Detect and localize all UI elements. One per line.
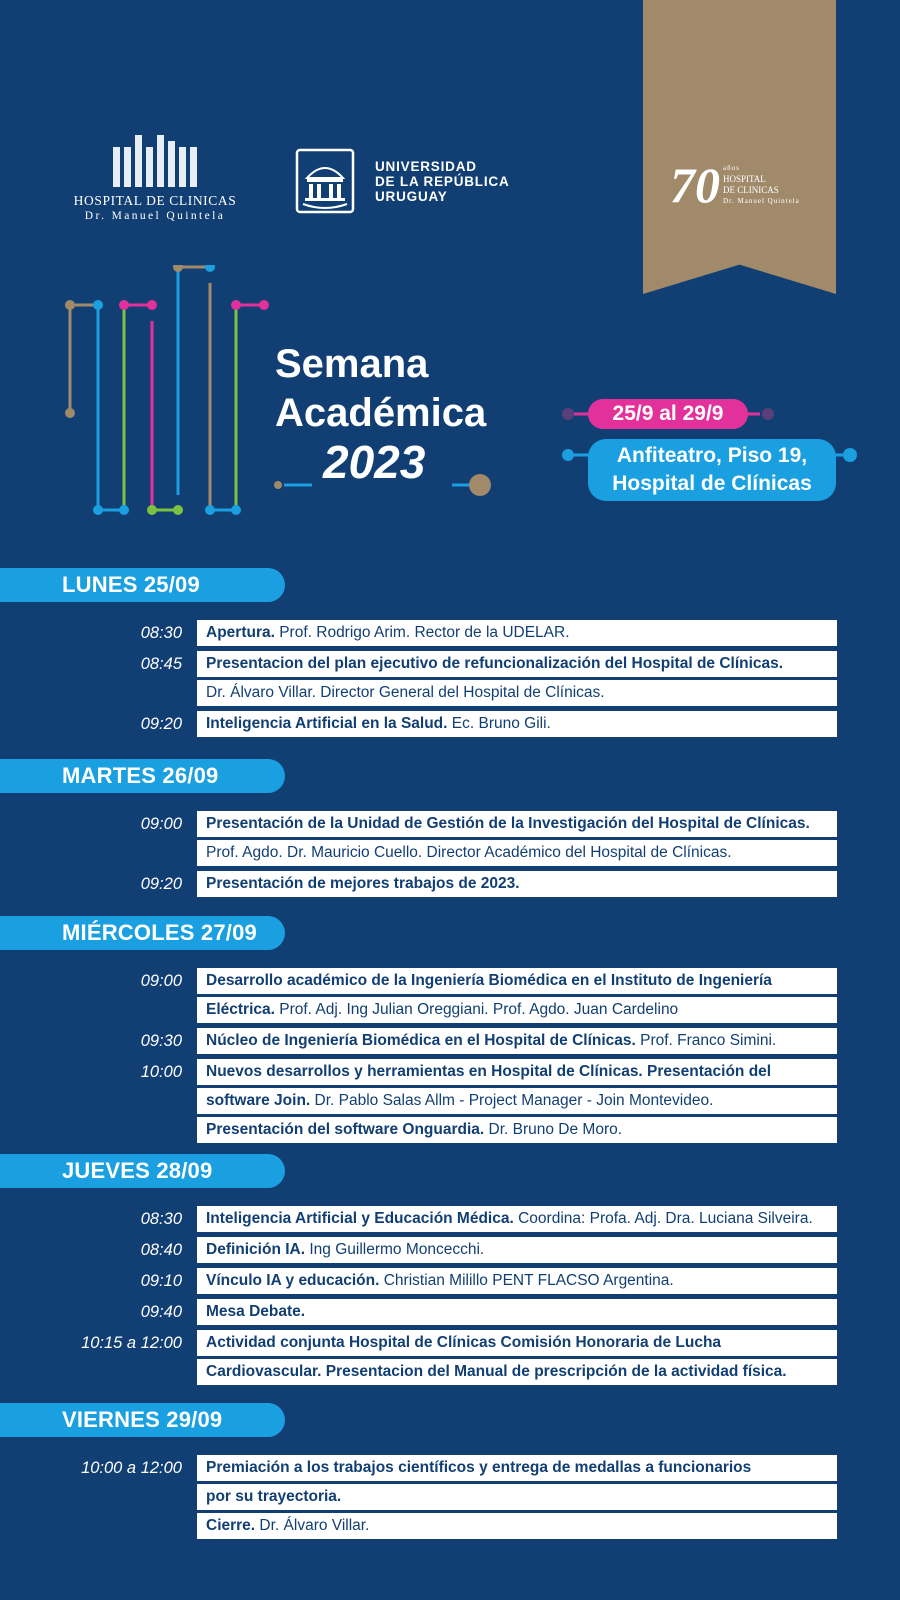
anniversary-name-2: DE CLINICAS: [723, 185, 779, 195]
entry-line: [197, 997, 837, 1023]
day-header: JUEVES 28/09: [0, 1154, 285, 1188]
event-place-line-1: Anfiteatro, Piso 19,: [616, 444, 808, 467]
entry-lines: [197, 871, 837, 900]
entry-line-text: Christian Milillo PENT FLACSO Argentina.: [379, 1272, 674, 1289]
entry-time: 08:30: [140, 624, 182, 642]
entry-line-text: Dr. Bruno De Moro.: [484, 1121, 623, 1138]
entry-lines: [197, 651, 837, 709]
entry-line-text: Prof. Agdo. Dr. Mauricio Cuello. Director Académico del Hospital de Clínicas.: [206, 844, 732, 861]
event-title: [275, 340, 486, 487]
day-header: LUNES 25/09: [0, 568, 285, 602]
university-line-1: UNIVERSIDAD: [375, 158, 477, 174]
entry-line-text: Coordina: Profa. Adj. Dra. Luciana Silveira.: [513, 1210, 813, 1227]
entry-line-text: Dr. Álvaro Villar.: [255, 1517, 370, 1534]
entry-line: [197, 1359, 837, 1385]
entry-line-bold: Inteligencia Artificial en la Salud.: [206, 715, 448, 732]
entry-line-bold: Presentación de la Unidad de Gestión de la Investigación del Hospital de Clínicas.: [206, 815, 810, 832]
entry-lines: [197, 1028, 837, 1057]
entry-time: 09:20: [140, 875, 182, 893]
university-name: [375, 159, 510, 204]
entry-lines: [197, 968, 837, 1026]
entry-line-bold: Mesa Debate.: [206, 1303, 306, 1320]
hospital-logo-sub: Dr. Manuel Quintela: [84, 210, 226, 222]
anniversary-text: [723, 163, 800, 207]
entry-line-text: Dr. Pablo Salas Allm - Project Manager - Join Montevideo.: [310, 1092, 714, 1109]
entry-line: [197, 1513, 837, 1539]
entry-line: [197, 1088, 837, 1114]
entry-line-text: Ing Guillermo Moncecchi.: [305, 1241, 485, 1258]
entry-time: 10:00: [140, 1063, 182, 1081]
entry-line: [197, 1484, 837, 1510]
entry-line-bold: Actividad conjunta Hospital de Clínicas Comisión Honoraria de Lucha: [206, 1334, 722, 1351]
entry-time: 09:30: [140, 1032, 182, 1050]
entry-time: 08:45: [140, 655, 182, 673]
entry-line-bold: Desarrollo académico de la Ingeniería Biomédica en el Instituto de Ingeniería: [206, 972, 772, 989]
entry-time: 10:15 a 12:00: [81, 1334, 182, 1352]
hospital-logo-mark: [60, 135, 250, 187]
day-header: MIÉRCOLES 27/09: [0, 916, 285, 950]
day-header: VIERNES 29/09: [0, 1403, 285, 1437]
event-title-line-1: Semana: [275, 342, 429, 386]
entry-line-bold: Presentación del software Onguardia.: [206, 1121, 485, 1138]
entry-line-text: Dr. Álvaro Villar. Director General del Hospital de Clínicas.: [206, 684, 605, 701]
entry-line: [197, 871, 837, 897]
entry-line: [197, 840, 837, 866]
entry-line-bold: Eléctrica.: [206, 1001, 275, 1018]
entry-line: [197, 1299, 837, 1325]
entry-line: [197, 651, 837, 677]
entry-lines: [197, 1237, 837, 1266]
entry-line-bold: software Join.: [206, 1092, 311, 1109]
entry-line: [197, 1028, 837, 1054]
hospital-logo: [60, 135, 250, 222]
event-title-line-2: Académica: [275, 391, 487, 435]
entry-lines: [197, 1206, 837, 1235]
entry-line: [197, 1455, 837, 1481]
entry-time: 09:40: [140, 1303, 182, 1321]
entry-line: [197, 620, 837, 646]
entry-time: 08:30: [140, 1210, 182, 1228]
entry-line-bold: Cierre.: [206, 1517, 256, 1534]
hospital-logo-name: HOSPITAL DE CLINICAS: [73, 193, 237, 208]
entry-lines: [197, 1299, 837, 1328]
entry-line: [197, 811, 837, 837]
entry-lines: [197, 1330, 837, 1388]
event-place-pill: [588, 439, 836, 501]
entry-line-bold: Apertura.: [206, 624, 275, 641]
entry-line-bold: Núcleo de Ingeniería Biomédica en el Hospital de Clínicas.: [206, 1032, 636, 1049]
entry-time: 09:00: [140, 815, 182, 833]
entry-line-bold: Cardiovascular. Presentacion del Manual de prescripción de la actividad física.: [206, 1363, 787, 1380]
entry-line-bold: Definición IA.: [206, 1241, 306, 1258]
entry-line: [197, 711, 837, 737]
entry-line: [197, 1117, 837, 1143]
event-dates-pill: 25/9 al 29/9: [588, 399, 748, 429]
anniversary-ribbon: [643, 0, 836, 294]
anniversary-logo: [670, 157, 800, 213]
decorative-lines-graphic: [60, 265, 280, 525]
university-building-icon: [295, 148, 355, 214]
entry-time: 09:20: [140, 715, 182, 733]
entry-line: [197, 1237, 837, 1263]
entry-lines: [197, 1455, 837, 1542]
entry-line: [197, 1268, 837, 1294]
entry-lines: [197, 620, 837, 649]
entry-line: [197, 1059, 837, 1085]
entry-time: 09:10: [140, 1272, 182, 1290]
anniversary-sub: Dr. Manuel Quintela: [723, 197, 800, 205]
university-logo: [295, 148, 510, 214]
entry-line-bold: Vínculo IA y educación.: [206, 1272, 380, 1289]
entry-lines: [197, 811, 837, 869]
entry-line-text: Prof. Rodrigo Arim. Rector de la UDELAR.: [274, 624, 570, 641]
entry-line-bold: Nuevos desarrollos y herramientas en Hospital de Clínicas. Presentación del: [206, 1063, 772, 1080]
entry-lines: [197, 711, 837, 740]
entry-time: 10:00 a 12:00: [81, 1459, 182, 1477]
entry-line: [197, 1330, 837, 1356]
entry-line-bold: Presentación de mejores trabajos de 2023.: [206, 875, 520, 892]
entry-line-bold: Premiación a los trabajos científicos y entrega de medallas a funcionarios: [206, 1459, 752, 1476]
entry-lines: [197, 1268, 837, 1297]
entry-line: [197, 1206, 837, 1232]
entry-line-bold: por su trayectoria.: [206, 1488, 342, 1505]
entry-line-text: Prof. Adj. Ing Julian Oreggiani. Prof. Agdo. Juan Cardelino: [274, 1001, 679, 1018]
entry-time: 09:00: [140, 972, 182, 990]
entry-line-bold: Presentacion del plan ejecutivo de refuncionalización del Hospital de Clínicas.: [206, 655, 784, 672]
entry-line-text: Ec. Bruno Gili.: [447, 715, 551, 732]
anniversary-word: años: [723, 164, 740, 172]
event-place-line-2: Hospital de Clínicas: [612, 472, 812, 495]
event-year: 2023: [323, 436, 426, 488]
entry-line: [197, 968, 837, 994]
day-header: MARTES 26/09: [0, 759, 285, 793]
anniversary-name: HOSPITAL: [723, 174, 766, 184]
entry-line: [197, 680, 837, 706]
university-line-3: URUGUAY: [375, 188, 448, 204]
year-decoration: [270, 470, 500, 500]
entry-line-bold: Inteligencia Artificial y Educación Médica.: [206, 1210, 514, 1227]
anniversary-number: 70: [670, 157, 720, 213]
university-line-2: DE LA REPÚBLICA: [375, 173, 510, 189]
entry-line-text: Prof. Franco Simini.: [635, 1032, 777, 1049]
entry-time: 08:40: [140, 1241, 182, 1259]
entry-lines: [197, 1059, 837, 1146]
